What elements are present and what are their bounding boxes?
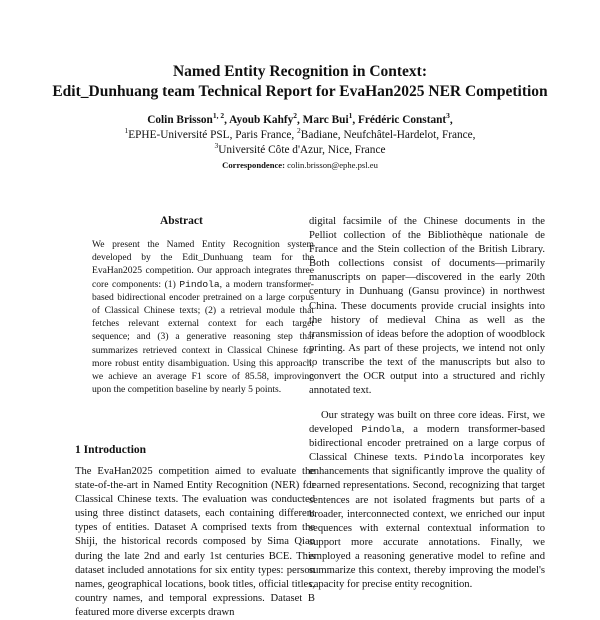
abstract-heading: Abstract <box>160 215 203 227</box>
author-name: Marc Bui <box>302 114 349 126</box>
paragraph-text: incorporates key enhancements that significantly improve the quality of learned representations. Second, recognizing that target sentences are not isolated fragments but parts of a broader, interconnected context, we enriched our input sequences with external contextual information to support more accurate annotations. Finally, we employed a reasoning generative model to refine and summarize this context, thereby improving the model's capacity for precise entity recognition. <box>309 452 546 591</box>
author-affil-marker: 3 <box>446 111 450 121</box>
affil-marker: 2 <box>297 126 301 136</box>
affil-marker: 3 <box>214 141 219 151</box>
author-name: Colin Brisson <box>147 114 213 126</box>
author-affil-marker: 1, 2 <box>212 111 225 121</box>
correspondence <box>0 158 600 173</box>
right-column-paragraph-2 <box>309 409 545 592</box>
author-names: Colin Brisson$^{1, 2}$, Ayoub Kahfy$^2$, Marc Bui$^1$, Frédéric Constant$^3$, <box>147 111 453 126</box>
abstract-body <box>92 238 314 396</box>
affiliation: EPHE-Université PSL, Paris France, <box>128 129 295 141</box>
paper-title <box>0 62 600 102</box>
paragraph-text: Our strategy was built on three core ideas. First, we developed <box>309 410 545 436</box>
correspondence-label: Correspondence: <box>222 160 285 170</box>
abstract-text: , a modern transformer-based bidirectional encoder pretrained on a large corpus of Classical Chinese texts; (2) a retrieval module that fetches relevant external context for each target sequence; and (3) a generative reasoning step that summarizes retrieved context in Classical Chinese for more robust entity disambiguation. Using this approach, we achieve an average F1 score of 85.58, improving upon the competition baseline by nearly 5 points. <box>92 278 314 396</box>
introduction-paragraph: The EvaHan2025 competition aimed to evaluate the state-of-the-art in Named Entity Recognition (NER) for Classical Chinese texts. The evaluation was conducted using three distinct datasets, each containing different types of entities. Dataset A comprised texts from the Shiji, the historical records composed by Sima Qian during the late 2nd and early 1st centuries BCE. This dataset included annotations for six entity types: person names, geographical locations, book titles, official titles, country names, and temporal expressions. Dataset B featured more diverse excerpts drawn <box>75 466 315 618</box>
pindola-name: Pindola <box>361 424 402 436</box>
abstract-text: We present the Named Entity Recognition system developed by the Edit_Dunhuang team for the EvaHan2025 competition. Our approach integrates three core components: (1) <box>92 239 314 290</box>
affiliation: Université Côte d'Azur, Nice, France <box>218 144 386 156</box>
section-heading-introduction: 1 Introduction <box>75 444 147 456</box>
author-name: Frédéric Constant <box>358 114 447 126</box>
title-line-2: Edit_Dunhuang team Technical Report for EvaHan2025 NER Competition <box>52 83 548 100</box>
affil-marker: 1 <box>124 126 129 136</box>
paragraph-text: , a modern transformer-based bidirectional encoder pretrained on a large corpus of Classical Chinese texts. <box>309 424 545 464</box>
right-column-paragraph-1: digital facsimile of the Chinese documents in the Pelliot collection of the Bibliothèque nationale de France and the Stein collection of the British Library. Both collections consist of documents—primarily manuscripts on paper—discovered in the early 20th century in Dunhuang (Gansu province) in northwest China. These documents provide crucial insights into the history of medieval China as well as the transmission of ideas before the adoption of woodblock printing. As part of these projects, we intend not only to transcribe the text of the manuscripts but also to convert the OCR output into a structured and richly annotated text. <box>309 216 545 397</box>
pindola-name: Pindola <box>423 452 465 464</box>
author-affil-marker: 2 <box>293 111 298 121</box>
pindola-name: Pindola <box>179 278 220 290</box>
affiliation: Badiane, Neufchâtel-Hardelot, France, <box>300 129 476 141</box>
author-block <box>0 113 600 173</box>
author-affil-marker: 1 <box>348 111 353 121</box>
affiliations-line-1 <box>0 128 600 143</box>
affiliations-line-2 <box>0 143 600 158</box>
correspondence-email[interactable]: colin.brisson@ephe.psl.eu <box>287 160 378 170</box>
title-line-1: Named Entity Recognition in Context: <box>172 63 428 80</box>
author-name: Ayoub Kahfy <box>229 114 294 126</box>
